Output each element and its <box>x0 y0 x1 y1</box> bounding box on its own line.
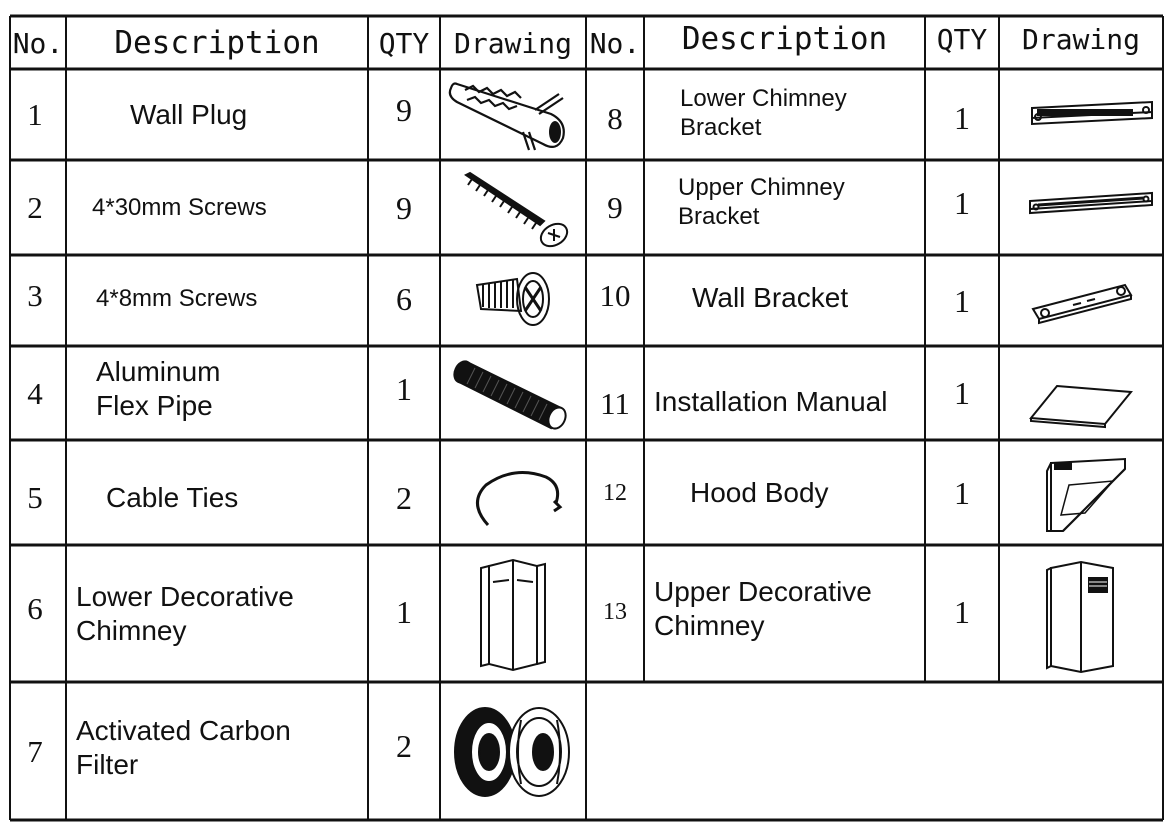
part-qty: 1 <box>954 593 970 630</box>
part-no: 6 <box>27 591 43 626</box>
part-qty: 1 <box>396 593 412 630</box>
part-qty: 1 <box>954 282 970 319</box>
header-no-left: No. <box>12 26 64 60</box>
part-description <box>96 347 368 431</box>
part-description-line: Cable Ties <box>106 482 239 514</box>
part-description-line: 4*8mm Screws <box>96 284 258 312</box>
part-no: 7 <box>27 733 43 769</box>
upper-chimney-bracket-icon <box>999 161 1163 245</box>
part-no: 2 <box>27 190 43 225</box>
part-description-line: Bracket <box>680 114 762 141</box>
part-description-line: Upper Chimney <box>678 174 845 202</box>
header-no-right: No. <box>589 26 641 60</box>
short-screw-icon <box>440 256 586 346</box>
header-qty-left: QTY <box>378 26 430 60</box>
part-description-line: Wall Bracket <box>692 282 849 314</box>
part-description-line: Chimney <box>76 615 187 646</box>
header-description-right: Description <box>681 21 888 57</box>
part-qty: 1 <box>954 99 970 136</box>
part-no: 1 <box>27 97 43 132</box>
part-description-line: Aluminum <box>96 356 221 388</box>
part-description-line: Lower Decorative <box>76 581 294 613</box>
carbon-filter-icon <box>440 683 586 820</box>
part-description <box>690 441 925 545</box>
part-description <box>106 451 368 545</box>
part-description-line: Installation Manual <box>654 386 888 418</box>
part-description-line: Lower Chimney <box>680 85 847 113</box>
part-no: 5 <box>27 480 43 515</box>
part-description <box>692 256 925 340</box>
part-description-line: Chimney <box>654 610 765 641</box>
part-no: 4 <box>27 375 43 411</box>
part-qty: 1 <box>954 474 970 511</box>
lower-chimney-bracket-icon <box>999 70 1163 160</box>
part-no: 12 <box>603 479 627 506</box>
part-no: 3 <box>27 278 43 313</box>
part-description <box>92 161 368 255</box>
part-no: 11 <box>600 386 630 421</box>
part-no: 8 <box>607 101 623 136</box>
part-qty: 2 <box>396 727 412 764</box>
part-description-line: 4*30mm Screws <box>92 193 267 221</box>
lower-chimney-icon <box>440 546 586 682</box>
part-description-line: Wall Plug <box>130 99 248 131</box>
part-no: 10 <box>599 278 631 313</box>
part-description-line: Flex Pipe <box>96 390 213 421</box>
part-qty: 1 <box>954 375 970 411</box>
part-no: 9 <box>607 190 623 225</box>
flex-pipe-icon <box>440 347 586 440</box>
upper-chimney-icon <box>999 546 1163 682</box>
part-qty: 9 <box>396 189 412 226</box>
wall-bracket-icon <box>999 256 1163 346</box>
cable-tie-icon <box>440 441 586 545</box>
part-no: 13 <box>603 598 627 625</box>
part-description-line: Activated Carbon <box>76 715 291 747</box>
part-qty: 2 <box>396 479 412 516</box>
header-description-left: Description <box>114 25 320 61</box>
part-description <box>654 546 925 672</box>
hood-body-icon <box>999 441 1163 545</box>
part-description-line: Hood Body <box>690 477 829 509</box>
part-qty: 9 <box>396 91 412 128</box>
long-screw-icon <box>440 161 586 255</box>
header-drawing-right: Drawing <box>1021 22 1140 56</box>
part-qty: 1 <box>954 184 970 221</box>
part-description <box>680 70 925 158</box>
part-description <box>76 683 368 813</box>
part-description-line: Upper Decorative <box>654 576 872 608</box>
part-qty: 6 <box>396 280 412 317</box>
part-description-line: Bracket <box>678 203 760 230</box>
part-description <box>96 256 368 342</box>
part-qty: 1 <box>396 370 412 407</box>
part-description <box>76 546 368 682</box>
wall-plug-icon <box>440 70 586 160</box>
part-description <box>130 70 368 160</box>
header-drawing-left: Drawing <box>453 26 572 60</box>
header-qty-right: QTY <box>936 22 988 56</box>
part-description <box>678 161 925 245</box>
part-description-line: Filter <box>76 749 139 780</box>
